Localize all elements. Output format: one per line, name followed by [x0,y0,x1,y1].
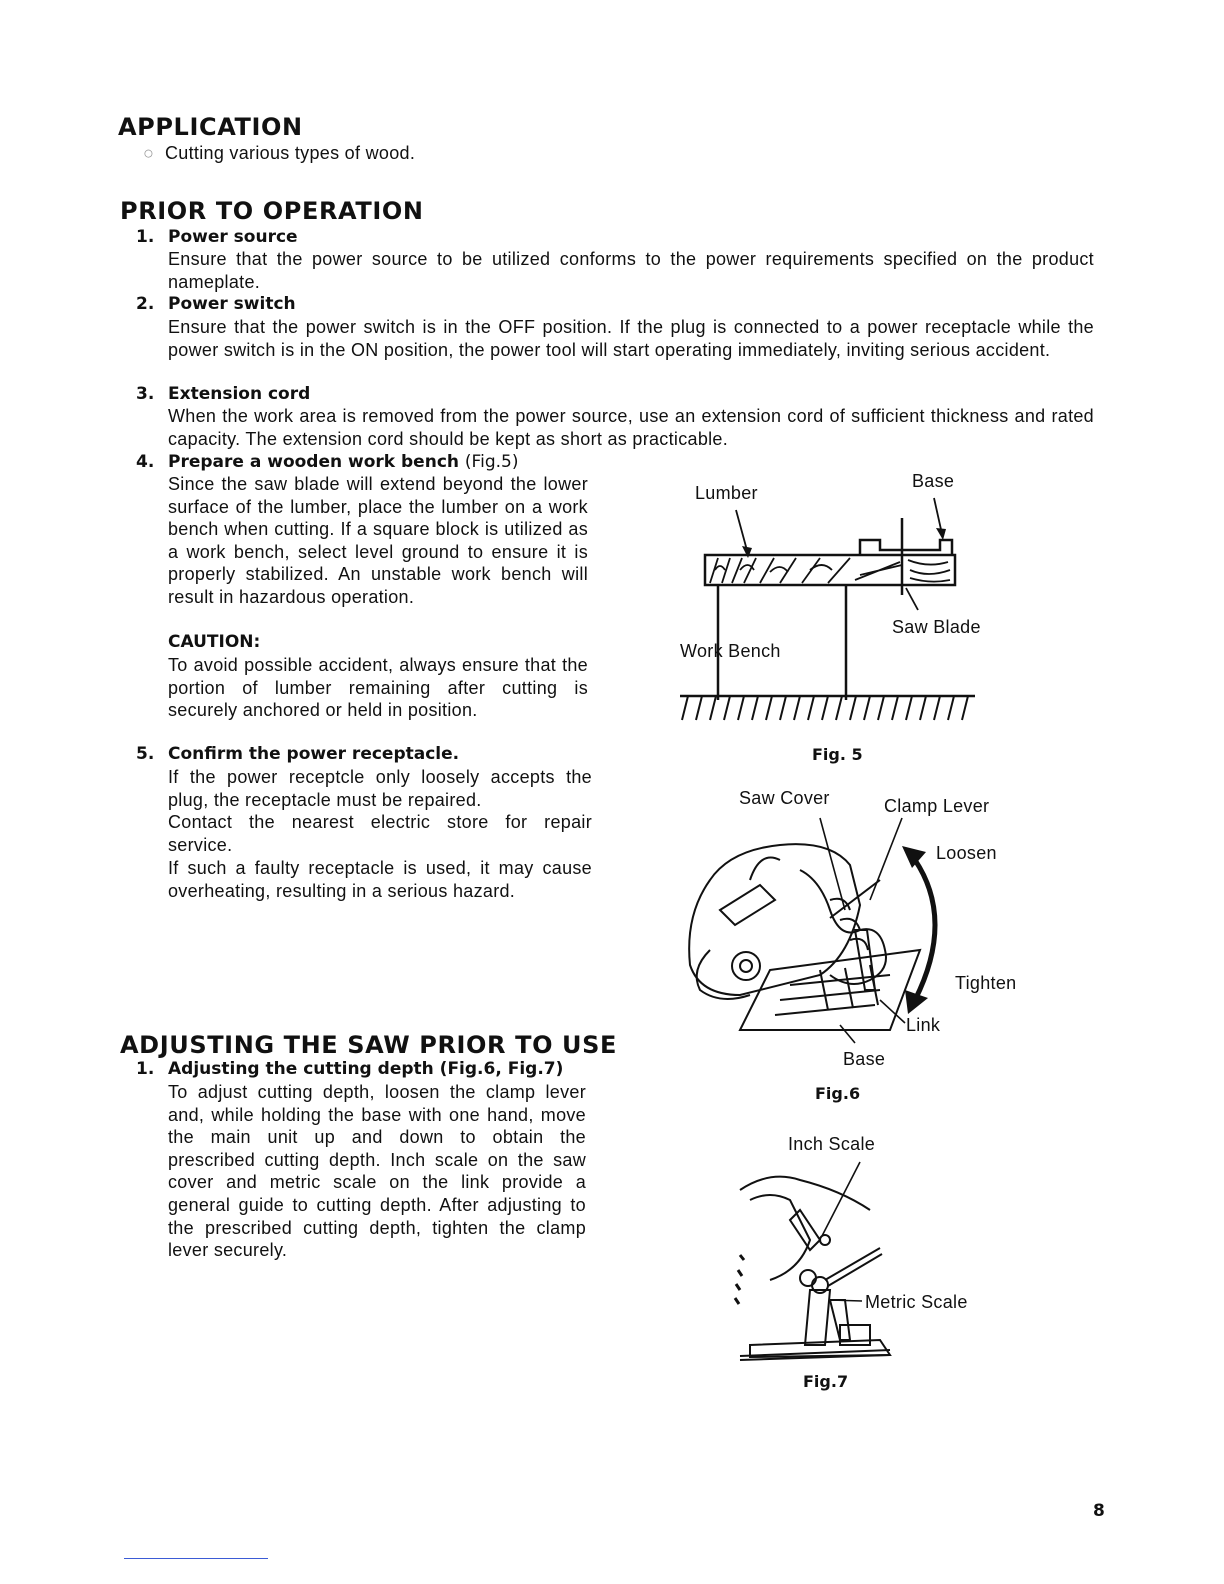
application-item: Cutting various types of wood. [165,143,416,163]
adjust-item-1-title: Adjusting the cutting depth (Fig.6, Fig.7) [168,1059,564,1079]
fig6-loosen-label: Loosen [936,843,997,863]
item-1-number: 1. [136,227,155,247]
item-1-title: Power source [168,227,298,247]
fig7-caption: Fig.7 [803,1372,849,1391]
fig5-drawing [670,470,990,730]
fig7-metric-scale-label: Metric Scale [865,1292,968,1312]
fig6-link-label: Link [906,1015,941,1035]
fig7-drawing [730,1160,910,1370]
adjusting-heading: ADJUSTING THE SAW PRIOR TO USE [120,1031,617,1059]
adjust-item-1-text: To adjust cutting depth, loosen the clamp lever and, while holding the base with one hand, move the main unit up and down to obtain the prescribed cutting depth. Inch scale on the saw cover and metric scale on the link provide a general guide to cutting depth. After adjusting to the prescribed cutting depth, tighten the clamp lever securely. [168,1082,586,1261]
fig6-clamp-lever-label: Clamp Lever [884,796,990,816]
fig6-caption: Fig.6 [815,1084,861,1103]
fig5-base-label: Base [912,471,955,491]
item-5-text-1: If the power receptcle only loosely accepts the plug, the receptacle must be repaired. [168,767,592,810]
fig5-caption: Fig. 5 [812,745,863,764]
bullet-icon: ○ [143,143,155,163]
item-2-title: Power switch [168,294,296,314]
adjust-item-1-number: 1. [136,1059,155,1079]
fig5-work-bench-label: Work Bench [680,641,781,661]
page-number: 8 [1093,1501,1105,1521]
fig6-saw-cover-label: Saw Cover [739,788,830,808]
item-4-ref: (Fig.5) [464,452,519,472]
item-3-text: When the work area is removed from the power source, use an extension cord of sufficient thickness and rated capacity. The extension cord should be kept as short as practicable. [168,406,1094,449]
item-4-number: 4. [136,452,155,472]
fig7-inch-scale-label: Inch Scale [788,1134,876,1154]
caution-text: To avoid possible accident, always ensure that the portion of lumber remaining after cutting is securely anchored or held in position. [168,655,588,721]
item-5-title: Confirm the power receptacle. [168,744,460,764]
item-1-text: Ensure that the power source to be utilized conforms to the power requirements specified on the product nameplate. [168,249,1094,292]
prior-heading: PRIOR TO OPERATION [120,197,424,225]
fig6-base-label: Base [843,1049,886,1069]
item-2-text: Ensure that the power switch is in the OFF position. If the plug is connected to a power receptacle while the power switch is in the ON position, the power tool will start operating immediately, inviting serious accident. [168,317,1094,360]
item-4-title: Prepare a wooden work bench (Fig.5) [168,452,519,472]
footer-rule [124,1558,268,1559]
item-5-number: 5. [136,744,155,764]
item-5-text-2: Contact the nearest electric store for repair service. [168,812,592,855]
application-heading: APPLICATION [118,113,303,141]
fig6-tighten-label: Tighten [955,973,1017,993]
fig5-lumber-label: Lumber [695,483,758,503]
item-4-text: Since the saw blade will extend beyond the lower surface of the lumber, place the lumber on a work bench when cutting. If a square block is utilized as a work bench, select level ground to ensure it is properly stabilized. An unstable work bench will result in hazardous operation. [168,474,588,607]
caution-label: CAUTION: [168,632,261,652]
item-2-number: 2. [136,294,155,314]
item-3-number: 3. [136,384,155,404]
adjust-item-1-ref: (Fig.6, Fig.7) [439,1059,564,1079]
fig5-saw-blade-label: Saw Blade [892,617,981,637]
item-5-text-3: If such a faulty receptacle is used, it may cause overheating, resulting in a serious hazard. [168,858,592,901]
item-3-title: Extension cord [168,384,311,404]
